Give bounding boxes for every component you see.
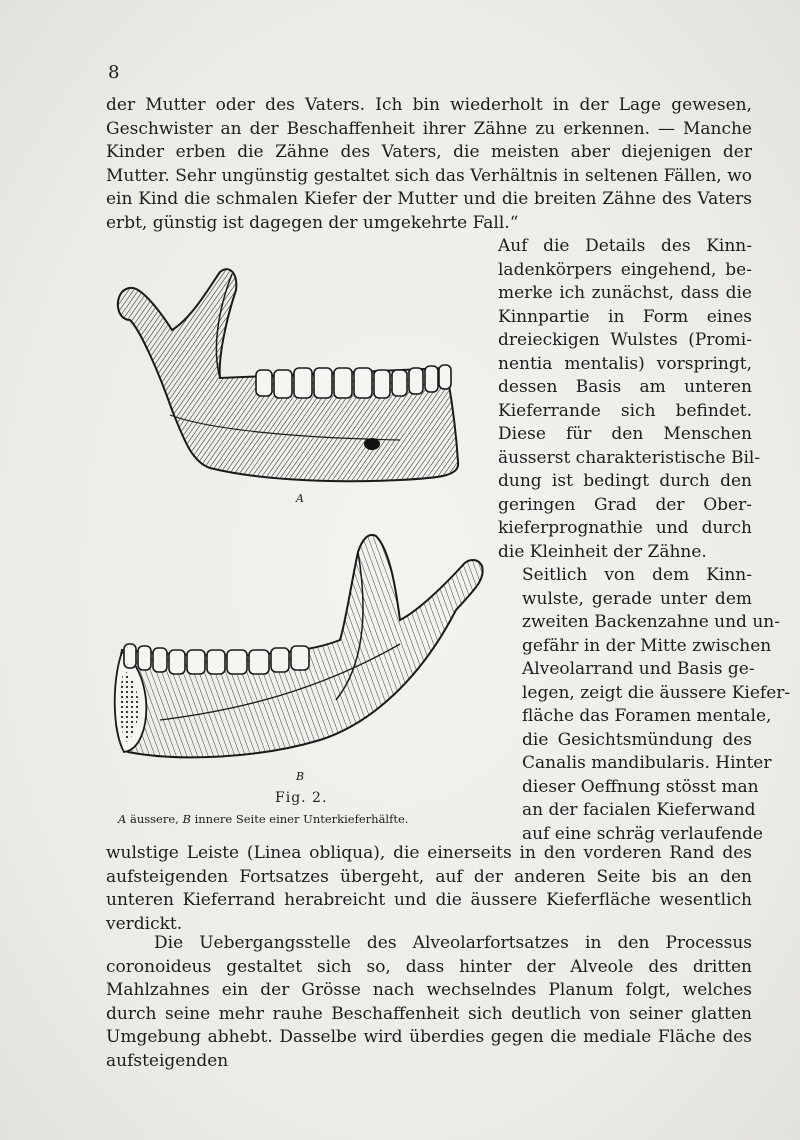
paragraph-linea-obliqua: wulstige Leiste (Linea obliqua), die einerseits in den vorderen Rand des aufsteigenden Fortsatzes übergeht, auf der anderen Seite bis an den unteren Kieferrand herabreicht und die äussere Kieferfläche wesentlich verdickt. — [106, 843, 752, 934]
side-text-line: an der facialen Kieferwand — [522, 800, 756, 820]
paragraph-chin-details — [498, 235, 761, 564]
mandible-illustration — [100, 240, 492, 840]
caption-text-a: äussere, — [129, 812, 179, 826]
caption-letter-b: B — [182, 812, 191, 826]
side-text-line: äusserst charakteristische Bil- — [498, 447, 761, 468]
mandible-b-inner — [115, 535, 483, 757]
side-text-line: legen, zeigt die äussere Kiefer- — [522, 682, 791, 703]
side-text-line: dreieckigen Wulstes (Promi- — [498, 330, 752, 350]
paragraph-foramen-mentale — [498, 564, 791, 846]
side-text-line: Canalis mandibularis. Hinter — [522, 753, 772, 773]
side-text-column — [498, 235, 791, 846]
side-text-line: Seitlich von dem Kinn- — [522, 565, 752, 585]
side-text-line: Auf die Details des Kinn- — [498, 236, 752, 256]
side-text-line: gefähr in der Mitte zwischen — [522, 635, 772, 656]
side-text-line: auf eine schräg verlaufende — [522, 823, 763, 844]
side-text-line: Diese für den Menschen — [498, 424, 752, 444]
side-text-line: ladenkörpers eingehend, be- — [498, 259, 752, 280]
teeth-row-a — [256, 365, 451, 398]
side-text-line: geringen Grad der Ober- — [498, 494, 752, 515]
side-text-line: nentia mentalis) vorspringt, — [498, 353, 752, 374]
side-text-line: dung ist bedingt durch den — [498, 471, 752, 491]
caption-letter-a: A — [118, 812, 127, 826]
figure-caption — [118, 812, 408, 826]
figure-title: Fig. 2. — [275, 790, 328, 806]
side-text-line: wulste, gerade unter dem — [522, 588, 752, 609]
side-text-line: zweiten Backenzahne und un- — [522, 612, 780, 632]
side-text-line: merke ich zunächst, dass die — [498, 283, 752, 303]
caption-text-b: innere Seite einer Unterkieferhälfte. — [194, 812, 409, 826]
paragraph-quote-end: der Mutter oder des Vaters. Ich bin wiederholt in der Lage gewesen, Geschwister an der Beschaffenheit ihrer Zähne zu erkennen. — Manche Kinder erben die Zähne des Vaters, die meisten aber diejenigen der Mutter. Sehr ungünstig gestaltet sich das Verhältnis in seltenen Fällen, wo ein Kind die schmalen Kiefer der Mutter und die breiten Zähne des Vaters erbt, günstig ist dagegen der umgekehrte Fall.“ — [106, 95, 752, 233]
side-text-line: die Kleinheit der Zähne. — [498, 541, 707, 562]
side-text-line: die Gesichtsmündung des — [522, 729, 752, 750]
side-text-line: Alveolarrand und Basis ge- — [522, 659, 755, 679]
figure-label-b: B — [296, 770, 305, 783]
side-text-line: Kieferrande sich befindet. — [498, 400, 752, 421]
side-text-line: dessen Basis am unteren — [498, 377, 752, 397]
page-number: 8 — [108, 62, 121, 83]
side-text-line: kieferprognathie und durch — [498, 518, 752, 538]
mandible-a-outer — [118, 269, 458, 481]
figure-label-a: A — [296, 492, 304, 505]
side-text-line: Kinnpartie in Form eines — [498, 306, 752, 327]
side-text-line: fläche das Foramen mentale, — [522, 706, 772, 726]
paragraph-processus-coronoideus: Die Uebergangsstelle des Alveolarfortsatzes in den Processus coronoideus gestaltet sich so, dass hinter der Alveole des dritten Mahlzahnes ein der Grösse nach wechselndes Planum folgt, welches durch seine mehr rauhe Beschaffenheit sich deutlich von seiner glatten Umgebung abhebt. Dasselbe wird überdies gegen die mediale Fläche des aufsteigenden — [106, 933, 752, 1071]
side-text-line: dieser Oeffnung stösst man — [522, 776, 759, 797]
